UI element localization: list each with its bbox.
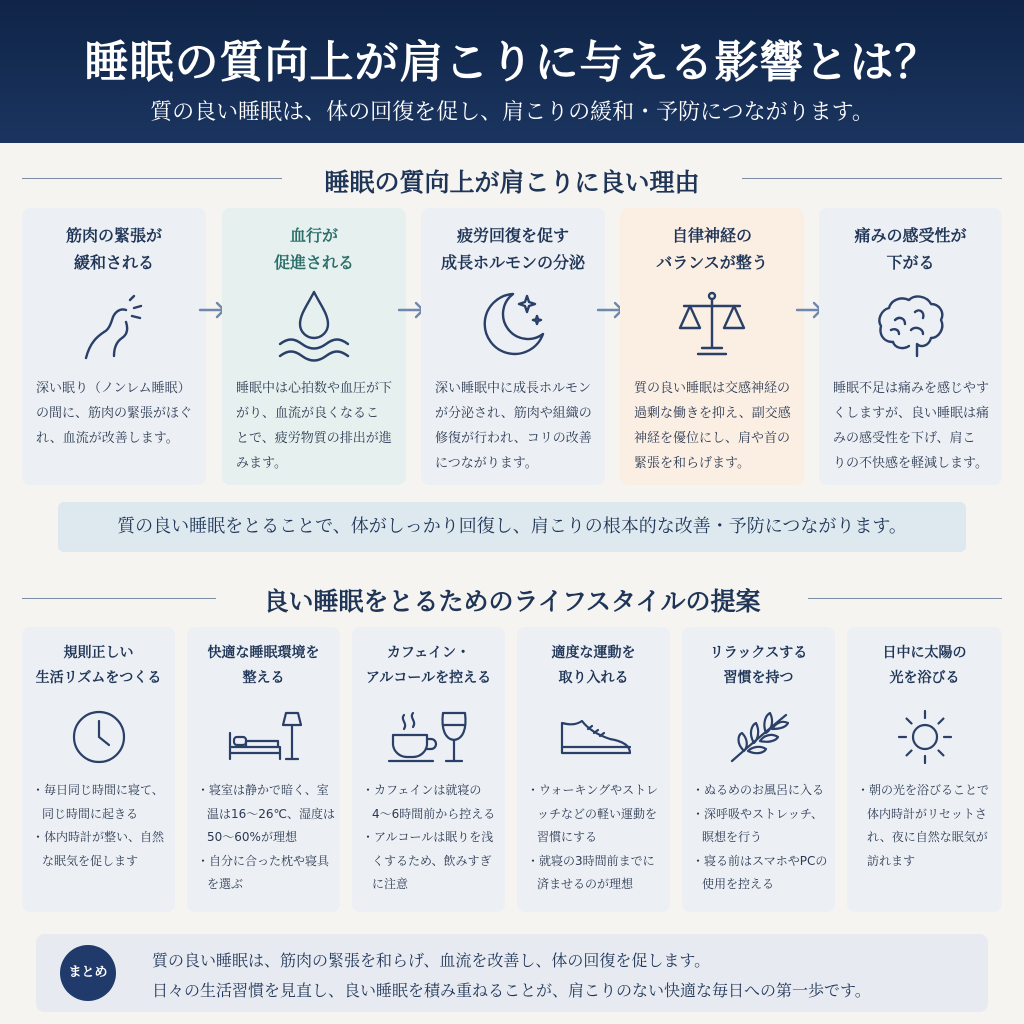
body-line: 過剰な働きを抑え、副交感 xyxy=(634,406,791,421)
reasons-section-title: 睡眠の質向上が肩こりに良い理由 xyxy=(324,168,700,197)
lifestyle-title-line: リラックスする xyxy=(709,645,808,661)
lifestyle-bullet-list xyxy=(32,779,171,873)
reason-title-line: 自律神経の xyxy=(671,226,752,245)
header-banner xyxy=(0,0,1024,143)
body-line: 睡眠中は心拍数や血圧が下 xyxy=(236,381,393,396)
body-line: みの感受性を下げ、肩こ xyxy=(833,431,976,446)
reason-card-autonomic xyxy=(620,208,804,485)
list-item: ・ ぬるめのお風呂に入る xyxy=(692,779,831,803)
lifestyle-bullet-list xyxy=(527,779,666,897)
body-line: 神経を優位にし、肩や首の xyxy=(634,431,791,446)
reason-title-line: 筋肉の緊張が xyxy=(65,226,162,245)
body-line: 緊張を和らげます。 xyxy=(634,456,750,471)
body-line: 修復が行われ、コリの改善 xyxy=(435,431,592,446)
balance-scale-icon xyxy=(672,286,752,366)
page-subtitle: 質の良い睡眠は、体の回復を促し、肩こりの緩和・予防につながります。 xyxy=(150,100,874,125)
neck-shoulder-icon xyxy=(74,286,154,366)
reason-card-pain-sensitivity xyxy=(819,208,1002,485)
list-item: ・ 体内時計が整い、自然な眠気を促します xyxy=(32,826,171,873)
lifestyle-card-title xyxy=(682,641,835,691)
section-rule-right xyxy=(742,178,1002,179)
reason-title-line: 下がる xyxy=(886,253,935,272)
reason-title-line: 成長ホルモンの分泌 xyxy=(440,253,585,272)
body-line: がり、血流が良くなるこ xyxy=(236,406,380,421)
sun-icon xyxy=(895,707,955,767)
reason-title-line: 疲労回復を促す xyxy=(456,226,569,245)
brain-icon xyxy=(871,286,951,366)
leaf-branch-icon xyxy=(724,707,794,767)
lifestyle-bullet-list xyxy=(857,779,998,873)
body-line: につながります。 xyxy=(435,456,538,471)
lifestyle-card-title xyxy=(352,641,505,691)
summary-line: 質の良い睡眠は、筋肉の緊張を和らげ、血流を改善し、体の回復を促します。 xyxy=(152,951,711,970)
reason-title-line: バランスが整う xyxy=(656,253,768,272)
lifestyle-card-environment xyxy=(187,627,340,912)
lifestyle-title-line: 光を浴びる xyxy=(889,670,960,686)
lifestyle-bullet-list xyxy=(692,779,831,897)
lifestyle-title-line: 生活リズムをつくる xyxy=(35,670,162,686)
reason-card-title xyxy=(22,222,206,276)
reasons-summary-banner: 質の良い睡眠をとることで、体がしっかり回復し、肩こりの根本的な改善・予防につながります。 xyxy=(58,502,966,552)
body-line: りの不快感を軽減します。 xyxy=(833,456,988,471)
list-item: ・ アルコールは眠りを浅くするため、飲みすぎに注意 xyxy=(362,826,501,897)
lifestyle-bullet-list xyxy=(197,779,336,897)
list-item: ・ 自分に合った枕や寝具を選ぶ xyxy=(197,850,336,897)
reason-card-title xyxy=(819,222,1002,276)
water-drop-icon xyxy=(274,286,354,366)
reason-title-line: 緩和される xyxy=(73,253,154,272)
body-line: 質の良い睡眠は交感神経の xyxy=(634,381,791,396)
lifestyle-card-rhythm xyxy=(22,627,175,912)
lifestyle-title-line: 適度な運動を xyxy=(551,645,636,661)
lifestyle-bullet-list xyxy=(362,779,501,897)
body-line: 深い睡眠中に成長ホルモン xyxy=(435,381,592,396)
lifestyle-card-title xyxy=(22,641,175,691)
lifestyle-card-title xyxy=(847,641,1002,691)
reason-card-body xyxy=(236,376,394,476)
reason-card-circulation xyxy=(222,208,406,485)
body-line: みます。 xyxy=(236,456,287,471)
reason-card-body xyxy=(36,376,194,451)
page-title: 睡眠の質向上が肩こりに与える影響とは？ xyxy=(84,37,940,88)
reason-card-title xyxy=(421,222,605,276)
reason-card-body xyxy=(435,376,593,476)
body-line: 深い眠り（ノンレム睡眠） xyxy=(36,381,191,396)
list-item: ・ 毎日同じ時間に寝て、同じ時間に起きる xyxy=(32,779,171,826)
body-line: の間に、筋肉の緊張がほぐ xyxy=(36,406,193,421)
list-item: ・ 寝る前はスマホやPCの使用を控える xyxy=(692,850,831,897)
reason-title-line: 促進される xyxy=(273,253,354,272)
lifestyle-card-title xyxy=(187,641,340,691)
lifestyle-card-title xyxy=(517,641,670,691)
lifestyle-title-line: アルコールを控える xyxy=(365,670,492,686)
list-item: ・ 寝室は静かで暗く、室温は16〜26℃、湿度は50〜60%が理想 xyxy=(197,779,336,850)
clock-icon xyxy=(69,707,129,767)
body-line: とで、疲労物質の排出が進 xyxy=(236,431,392,446)
lifestyle-title-line: 取り入れる xyxy=(558,670,629,686)
reason-card-muscle xyxy=(22,208,206,485)
reason-title-line: 痛みの感受性が xyxy=(854,226,967,245)
reason-card-body xyxy=(634,376,792,476)
reason-title-line: 血行が xyxy=(289,226,338,245)
moon-stars-icon xyxy=(473,286,553,366)
lifestyle-card-sunlight xyxy=(847,627,1002,912)
crescent-moon-icon xyxy=(930,40,1010,130)
summary-box xyxy=(36,934,988,1012)
lifestyle-title-line: 快適な睡眠環境を xyxy=(207,645,320,661)
lifestyle-title-line: カフェイン・ xyxy=(386,645,471,661)
lifestyle-card-exercise xyxy=(517,627,670,912)
summary-line: 日々の生活習慣を見直し、良い睡眠を積み重ねることが、肩こりのない快適な毎日への第一歩です。 xyxy=(152,981,871,1000)
lifestyle-title-line: 整える xyxy=(242,670,285,686)
list-item: ・ ウォーキングやストレッチなどの軽い運動を習慣にする xyxy=(527,779,666,850)
sneaker-icon xyxy=(554,707,634,767)
reason-card-body xyxy=(833,376,990,476)
lifestyle-title-line: 規則正しい xyxy=(63,645,134,661)
lifestyle-title-line: 習慣を持つ xyxy=(723,670,794,686)
lifestyle-card-relax xyxy=(682,627,835,912)
list-item: ・ 深呼吸やストレッチ、瞑想を行う xyxy=(692,803,831,850)
reason-card-title xyxy=(620,222,804,276)
reason-card-title xyxy=(222,222,406,276)
bed-lamp-icon xyxy=(224,707,304,767)
body-line: くしますが、良い睡眠は痛 xyxy=(833,406,990,421)
reason-card-growth-hormone xyxy=(421,208,605,485)
list-item: ・ 就寝の3時間前までに済ませるのが理想 xyxy=(527,850,666,897)
coffee-wine-icon xyxy=(387,707,471,767)
lifestyle-section-title: 良い睡眠をとるためのライフスタイルの提案 xyxy=(263,587,761,616)
lifestyle-title-line: 日中に太陽の xyxy=(882,645,967,661)
section-rule-right xyxy=(808,598,1002,599)
lifestyle-card-caffeine xyxy=(352,627,505,912)
list-item: ・ カフェインは就寝の4〜6時間前から控える xyxy=(362,779,501,826)
body-line: が分泌され、筋肉や組織の xyxy=(435,406,592,421)
body-line: 睡眠不足は痛みを感じやす xyxy=(833,381,990,396)
list-item: ・ 朝の光を浴びることで体内時計がリセットされ、夜に自然な眠気が訪れます xyxy=(857,779,998,873)
summary-badge: まとめ xyxy=(60,945,116,1001)
body-line: れ、血流が改善します。 xyxy=(36,431,179,446)
